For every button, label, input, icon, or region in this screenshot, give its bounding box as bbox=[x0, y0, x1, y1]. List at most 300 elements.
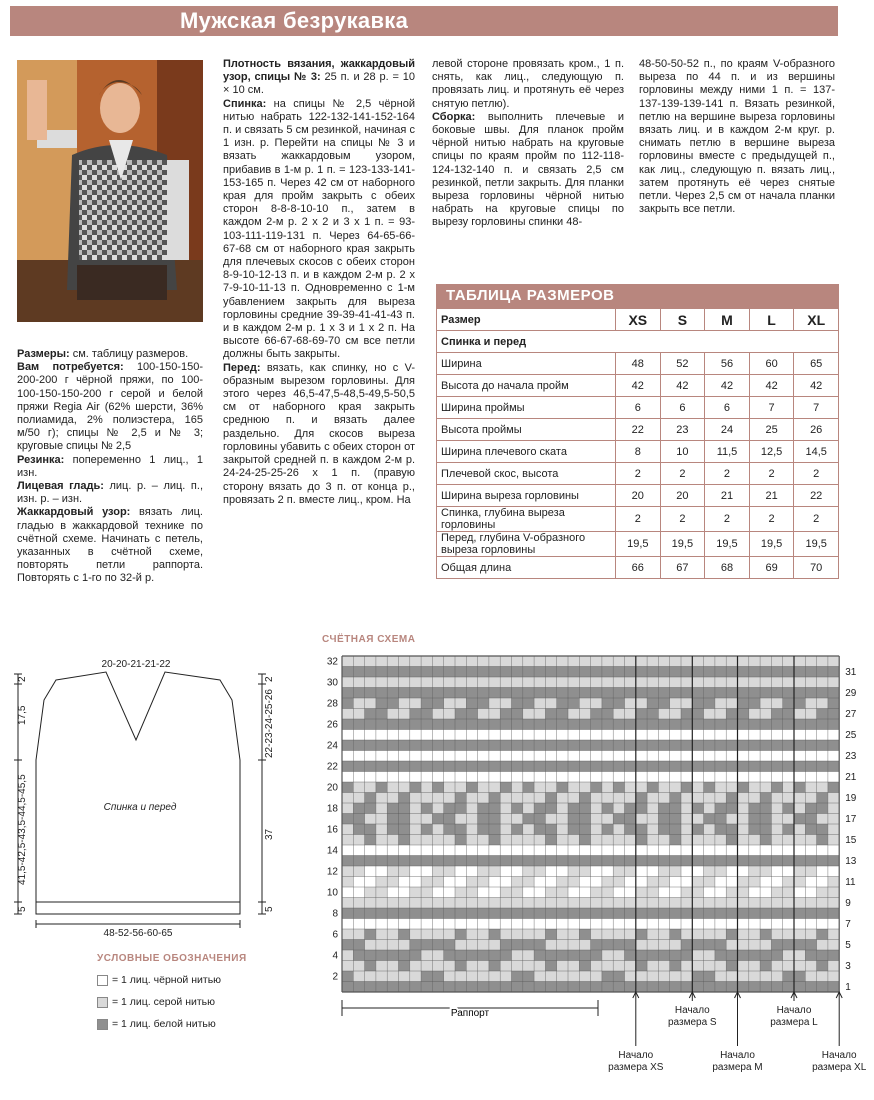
chart-cell bbox=[625, 950, 636, 961]
chart-cell bbox=[726, 919, 737, 930]
chart-cell bbox=[410, 656, 421, 667]
chart-cell bbox=[692, 971, 703, 982]
size-row-label: Высота проймы bbox=[437, 419, 616, 441]
chart-cell bbox=[715, 688, 726, 699]
chart-cell bbox=[342, 971, 353, 982]
chart-cell bbox=[681, 698, 692, 709]
chart-cell bbox=[342, 919, 353, 930]
chart-cell bbox=[681, 751, 692, 762]
chart-cell bbox=[523, 667, 534, 678]
chart-cell bbox=[625, 782, 636, 793]
chart-cell bbox=[410, 877, 421, 888]
chart-cell bbox=[342, 677, 353, 688]
chart-cell bbox=[432, 950, 443, 961]
repeat-label: Раппорт bbox=[450, 1008, 490, 1019]
chart-cell bbox=[478, 919, 489, 930]
chart-cell bbox=[591, 698, 602, 709]
chart-cell bbox=[399, 719, 410, 730]
chart-cell bbox=[670, 929, 681, 940]
chart-cell bbox=[365, 698, 376, 709]
chart-cell bbox=[749, 835, 760, 846]
chart-cell bbox=[613, 971, 624, 982]
chart-cell bbox=[489, 961, 500, 972]
chart-cell bbox=[489, 950, 500, 961]
chart-cell bbox=[670, 667, 681, 678]
chart-cell bbox=[715, 856, 726, 867]
chart-cell bbox=[817, 866, 828, 877]
assembly-continued-text: 48-50-50-52 п., по краям V-образного выреза по 44 п. и из вершины горловины между ними 1 п. = 137-137-139-139-141 п. Вязать резинкой, петлю на вершине выреза горловины вязать лиц. и в каждом 2-м круг. р. снимать петлю в вершине выреза горловины вместе с предыдущей п., как лиц., следующую п. вязать лиц., затем протянуть её через снятые петли. Через 2,5 см от начала планки закрыть все петли. bbox=[639, 58, 835, 216]
size-cell: 42 bbox=[705, 375, 750, 397]
chart-cell bbox=[455, 950, 466, 961]
chart-cell bbox=[670, 961, 681, 972]
chart-cell bbox=[534, 688, 545, 699]
chart-cell bbox=[512, 887, 523, 898]
row-number-right: 27 bbox=[845, 708, 857, 720]
chart-cell bbox=[692, 982, 703, 993]
chart-cell bbox=[399, 667, 410, 678]
chart-cell bbox=[387, 782, 398, 793]
size-start-xs-label-line1: Начало bbox=[618, 1050, 654, 1061]
chart-cell bbox=[647, 950, 658, 961]
chart-cell bbox=[489, 877, 500, 888]
chart-cell bbox=[421, 677, 432, 688]
chart-cell bbox=[681, 761, 692, 772]
chart-cell bbox=[738, 667, 749, 678]
chart-cell bbox=[658, 919, 669, 930]
chart-cell bbox=[466, 782, 477, 793]
chart-cell bbox=[410, 751, 421, 762]
chart-cell bbox=[715, 761, 726, 772]
chart-cell bbox=[478, 719, 489, 730]
size-table bbox=[436, 284, 839, 579]
chart-cell bbox=[410, 719, 421, 730]
chart-cell bbox=[421, 730, 432, 741]
chart-cell bbox=[523, 751, 534, 762]
size-cell: 22 bbox=[616, 419, 661, 441]
chart-cell bbox=[410, 982, 421, 993]
chart-cell bbox=[602, 688, 613, 699]
size-start-l-label-line1: Начало bbox=[776, 1005, 812, 1016]
chart-cell bbox=[500, 688, 511, 699]
chart-cell bbox=[602, 667, 613, 678]
chart-cell bbox=[523, 919, 534, 930]
legend-text-black: = 1 лиц. чёрной нитью bbox=[112, 974, 222, 986]
chart-cell bbox=[387, 677, 398, 688]
chart-cell bbox=[545, 835, 556, 846]
chart-cell bbox=[455, 793, 466, 804]
chart-cell bbox=[613, 940, 624, 951]
chart-cell bbox=[805, 761, 816, 772]
chart-cell bbox=[738, 730, 749, 741]
row-number-right: 1 bbox=[845, 981, 851, 993]
chart-cell bbox=[557, 719, 568, 730]
chart-cell bbox=[523, 971, 534, 982]
chart-cell bbox=[715, 929, 726, 940]
chart-cell bbox=[771, 719, 782, 730]
size-row-label: Ширина bbox=[437, 353, 616, 375]
chart-cell bbox=[591, 677, 602, 688]
chart-cell bbox=[534, 929, 545, 940]
chart-cell bbox=[726, 835, 737, 846]
row-numbers-right bbox=[845, 667, 857, 993]
chart-cell bbox=[432, 688, 443, 699]
chart-cell bbox=[681, 898, 692, 909]
chart-cell bbox=[376, 677, 387, 688]
chart-cell bbox=[726, 866, 737, 877]
chart-cell bbox=[557, 961, 568, 972]
chart-cell bbox=[365, 667, 376, 678]
chart-cell bbox=[771, 950, 782, 961]
chart-cell bbox=[636, 782, 647, 793]
chart-cell bbox=[365, 908, 376, 919]
chart-cell bbox=[568, 919, 579, 930]
chart-cell bbox=[828, 982, 839, 993]
chart-cell bbox=[421, 845, 432, 856]
chart-cell bbox=[749, 824, 760, 835]
size-start-markers bbox=[608, 992, 867, 1073]
chart-cell bbox=[500, 656, 511, 667]
chart-cell bbox=[489, 698, 500, 709]
chart-cell bbox=[365, 824, 376, 835]
chart-cell bbox=[353, 740, 364, 751]
chart-cell bbox=[625, 982, 636, 993]
chart-cell bbox=[512, 971, 523, 982]
chart-cell bbox=[432, 698, 443, 709]
chart-cell bbox=[512, 824, 523, 835]
chart-cell bbox=[602, 887, 613, 898]
chart-cell bbox=[636, 982, 647, 993]
chart-cell bbox=[805, 835, 816, 846]
chart-cell bbox=[692, 919, 703, 930]
chart-cell bbox=[704, 919, 715, 930]
chart-cell bbox=[534, 982, 545, 993]
chart-cell bbox=[636, 908, 647, 919]
chart-cell bbox=[805, 919, 816, 930]
chart-cell bbox=[557, 772, 568, 783]
chart-cell bbox=[760, 866, 771, 877]
chart-cell bbox=[771, 688, 782, 699]
chart-cell bbox=[523, 835, 534, 846]
chart-cell bbox=[817, 929, 828, 940]
chart-cell bbox=[466, 887, 477, 898]
chart-cell bbox=[365, 866, 376, 877]
chart-cell bbox=[478, 961, 489, 972]
chart-cell bbox=[523, 950, 534, 961]
chart-cell bbox=[466, 856, 477, 867]
neck-depth-label: 17,5 bbox=[17, 705, 28, 725]
chart-cell bbox=[466, 929, 477, 940]
chart-cell bbox=[455, 761, 466, 772]
chart-cell bbox=[726, 740, 737, 751]
chart-cell bbox=[670, 856, 681, 867]
chart-cell bbox=[647, 908, 658, 919]
size-cell: 2 bbox=[749, 507, 794, 532]
chart-cell bbox=[399, 730, 410, 741]
chart-cell bbox=[421, 887, 432, 898]
chart-cell bbox=[681, 835, 692, 846]
chart-cell bbox=[704, 656, 715, 667]
chart-cell bbox=[828, 961, 839, 972]
chart-cell bbox=[523, 887, 534, 898]
chart-cell bbox=[658, 824, 669, 835]
chart-cell bbox=[353, 982, 364, 993]
chart-cell bbox=[602, 919, 613, 930]
chart-cell bbox=[625, 898, 636, 909]
chart-cell bbox=[387, 877, 398, 888]
back-text: на спицы № 2,5 чёрной нитью набрать 122-132-141-152-164 п. и связать 5 см резинкой, начиная с 1 изн. р. Перейти на спицы № 3 и вязать жаккардовым узором, прибавив в 1-м р. 1 п. = 123-133-141-153-165 п. Через 42 см от наборного края для пройм закрыть с обеих сторон 8-8-8-10-10 п., затем в каждом 2-м р. 2 х 2 и 3 х 1 п. = 93-103-111-119-131 п. Через 64-65-66-67-68 см от наборного края закрыть для плечевых скосов с обеих сторон 8-9-10-12-13 п. и в каждом 2-м р. 2 х 7-9-10-11-13 п. Одновременно с 1-м убавлением закрыть для выреза горловины средние 39-39-41-41-43 п. и в каждом 2-м р. 1 х 3 и 1 х 2 п. На высоте 66-67-68-69-70 см все петли должны быть закрыты. bbox=[223, 97, 415, 361]
chart-cell bbox=[692, 772, 703, 783]
chart-cell bbox=[399, 887, 410, 898]
chart-cell bbox=[805, 908, 816, 919]
chart-cell bbox=[466, 698, 477, 709]
chart-cell bbox=[681, 688, 692, 699]
chart-cell bbox=[749, 751, 760, 762]
chart-cell bbox=[478, 751, 489, 762]
chart-cell bbox=[647, 793, 658, 804]
chart-cell bbox=[444, 856, 455, 867]
chart-cell bbox=[670, 919, 681, 930]
chart-cell bbox=[760, 919, 771, 930]
chart-title: СЧЁТНАЯ СХЕМА bbox=[322, 634, 416, 645]
size-cell: 60 bbox=[749, 353, 794, 375]
chart-cell bbox=[805, 982, 816, 993]
chart-cell bbox=[376, 719, 387, 730]
chart-cell bbox=[760, 856, 771, 867]
chart-cell bbox=[353, 730, 364, 741]
chart-cell bbox=[658, 971, 669, 982]
chart-cell bbox=[512, 761, 523, 772]
chart-cell bbox=[805, 688, 816, 699]
chart-cell bbox=[726, 772, 737, 783]
chart-cell bbox=[387, 751, 398, 762]
chart-cell bbox=[342, 929, 353, 940]
chart-cell bbox=[489, 740, 500, 751]
chart-cell bbox=[625, 919, 636, 930]
chart-cell bbox=[670, 940, 681, 951]
chart-cell bbox=[557, 803, 568, 814]
chart-cell bbox=[545, 887, 556, 898]
chart-cell bbox=[432, 677, 443, 688]
chart-cell bbox=[613, 856, 624, 867]
chart-cell bbox=[523, 929, 534, 940]
chart-cell bbox=[579, 835, 590, 846]
chart-cell bbox=[545, 698, 556, 709]
chart-cell bbox=[455, 940, 466, 951]
chart-cell bbox=[410, 845, 421, 856]
chart-cell bbox=[387, 845, 398, 856]
chart-cell bbox=[466, 866, 477, 877]
chart-cell bbox=[444, 845, 455, 856]
chart-cell bbox=[828, 908, 839, 919]
chart-cell bbox=[760, 719, 771, 730]
chart-cell bbox=[399, 866, 410, 877]
chart-cell bbox=[353, 761, 364, 772]
chart-cell bbox=[794, 772, 805, 783]
chart-cell bbox=[534, 740, 545, 751]
chart-cell bbox=[647, 656, 658, 667]
chart-cell bbox=[828, 877, 839, 888]
chart-cell bbox=[545, 845, 556, 856]
chart-cell bbox=[376, 835, 387, 846]
chart-cell bbox=[466, 835, 477, 846]
chart-cell bbox=[455, 814, 466, 825]
chart-cell bbox=[738, 782, 749, 793]
chart-cell bbox=[557, 709, 568, 720]
chart-cell bbox=[342, 803, 353, 814]
chart-cell bbox=[568, 698, 579, 709]
chart-cell bbox=[399, 740, 410, 751]
chart-cell bbox=[342, 656, 353, 667]
chart-cell bbox=[794, 866, 805, 877]
chart-cell bbox=[342, 887, 353, 898]
chart-cell bbox=[681, 908, 692, 919]
chart-cell bbox=[376, 793, 387, 804]
chart-cell bbox=[545, 730, 556, 741]
chart-cell bbox=[512, 751, 523, 762]
chart-cell bbox=[545, 782, 556, 793]
chart-cell bbox=[376, 656, 387, 667]
chart-cell bbox=[421, 667, 432, 678]
chart-cell bbox=[579, 709, 590, 720]
chart-cell bbox=[387, 971, 398, 982]
chart-cell bbox=[365, 730, 376, 741]
chart-cell bbox=[625, 887, 636, 898]
chart-cell bbox=[365, 982, 376, 993]
chart-cell bbox=[636, 856, 647, 867]
chart-cell bbox=[579, 761, 590, 772]
size-cell: 2 bbox=[794, 507, 839, 532]
chart-cell bbox=[534, 950, 545, 961]
chart-cell bbox=[387, 887, 398, 898]
chart-cell bbox=[625, 772, 636, 783]
chart-cell bbox=[387, 824, 398, 835]
size-cell: 19,5 bbox=[749, 532, 794, 557]
chart-cell bbox=[353, 751, 364, 762]
chart-cell bbox=[523, 898, 534, 909]
front-label: Перед: bbox=[223, 361, 261, 374]
size-row bbox=[437, 353, 839, 375]
chart-cell bbox=[625, 866, 636, 877]
chart-cell bbox=[591, 950, 602, 961]
chart-cell bbox=[410, 940, 421, 951]
chart-cell bbox=[376, 982, 387, 993]
chart-cell bbox=[828, 824, 839, 835]
chart-cell bbox=[500, 971, 511, 982]
chart-cell bbox=[794, 656, 805, 667]
chart-cell bbox=[726, 709, 737, 720]
chart-cell bbox=[658, 688, 669, 699]
chart-cell bbox=[704, 793, 715, 804]
chart-cell bbox=[410, 677, 421, 688]
chart-cell bbox=[726, 782, 737, 793]
chart-cell bbox=[692, 856, 703, 867]
chart-cell bbox=[636, 929, 647, 940]
chart-cell bbox=[376, 698, 387, 709]
chart-cell bbox=[500, 751, 511, 762]
chart-cell bbox=[670, 719, 681, 730]
chart-cell bbox=[466, 940, 477, 951]
chart-cell bbox=[715, 908, 726, 919]
chart-cell bbox=[591, 740, 602, 751]
chart-cell bbox=[342, 814, 353, 825]
chart-cell bbox=[579, 782, 590, 793]
chart-cell bbox=[783, 887, 794, 898]
knitting-chart bbox=[310, 648, 874, 1100]
chart-cell bbox=[783, 730, 794, 741]
chart-cell bbox=[410, 898, 421, 909]
chart-cell bbox=[681, 845, 692, 856]
chart-cell bbox=[478, 845, 489, 856]
chart-cell bbox=[466, 709, 477, 720]
chart-cell bbox=[557, 919, 568, 930]
chart-cell bbox=[658, 730, 669, 741]
chart-cell bbox=[636, 971, 647, 982]
chart-cell bbox=[579, 908, 590, 919]
chart-cell bbox=[783, 772, 794, 783]
chart-cell bbox=[410, 835, 421, 846]
chart-cell bbox=[670, 782, 681, 793]
chart-cell bbox=[568, 730, 579, 741]
size-table-grid bbox=[436, 308, 839, 579]
chart-cell bbox=[817, 982, 828, 993]
chart-cell bbox=[579, 940, 590, 951]
chart-cell bbox=[545, 877, 556, 888]
chart-cell bbox=[771, 814, 782, 825]
size-start-m-label-line1: Начало bbox=[720, 1050, 755, 1061]
chart-cell bbox=[625, 961, 636, 972]
chart-cell bbox=[602, 929, 613, 940]
chart-cell bbox=[783, 698, 794, 709]
chart-cell bbox=[817, 751, 828, 762]
chart-cell bbox=[353, 919, 364, 930]
chart-cell bbox=[625, 667, 636, 678]
chart-cell bbox=[783, 835, 794, 846]
chart-cell bbox=[545, 793, 556, 804]
chart-cell bbox=[771, 877, 782, 888]
chart-cell bbox=[726, 719, 737, 730]
chart-cell bbox=[512, 845, 523, 856]
chart-cell bbox=[500, 982, 511, 993]
chart-cell bbox=[704, 824, 715, 835]
chart-cell bbox=[489, 772, 500, 783]
chart-cell bbox=[647, 677, 658, 688]
size-cell: 19,5 bbox=[616, 532, 661, 557]
chart-cell bbox=[489, 761, 500, 772]
chart-cell bbox=[658, 709, 669, 720]
front-text: вязать, как спинку, но с V-образным вырезом горловины. Для этого через 46,5-47,5-48,5-49,5-50,5 см от наборного края закрыть среднюю п. и вязать далее раздельно. Для скосов выреза горловины убавить с обеих сторон от закрытой средней п. в каждом 2-м р. 24-24-25-25-26 х 1 п. (правую сторону вязать до 3 п. от конца р., провязать 2 п. вместе лиц., кром. На bbox=[223, 361, 415, 506]
chart-cell bbox=[658, 908, 669, 919]
chart-cell bbox=[625, 971, 636, 982]
chart-cell bbox=[387, 667, 398, 678]
chart-cell bbox=[376, 845, 387, 856]
chart-cell bbox=[681, 667, 692, 678]
chart-cell bbox=[749, 845, 760, 856]
chart-cell bbox=[365, 751, 376, 762]
chart-cell bbox=[738, 835, 749, 846]
chart-cell bbox=[794, 940, 805, 951]
chart-cell bbox=[365, 688, 376, 699]
chart-cell bbox=[715, 971, 726, 982]
chart-cell bbox=[726, 698, 737, 709]
legend-item-white bbox=[97, 1018, 216, 1030]
chart-cell bbox=[579, 971, 590, 982]
chart-cell bbox=[828, 667, 839, 678]
chart-cell bbox=[704, 856, 715, 867]
chart-cell bbox=[489, 866, 500, 877]
chart-cell bbox=[760, 709, 771, 720]
chart-cell bbox=[387, 730, 398, 741]
chart-cell bbox=[760, 761, 771, 772]
